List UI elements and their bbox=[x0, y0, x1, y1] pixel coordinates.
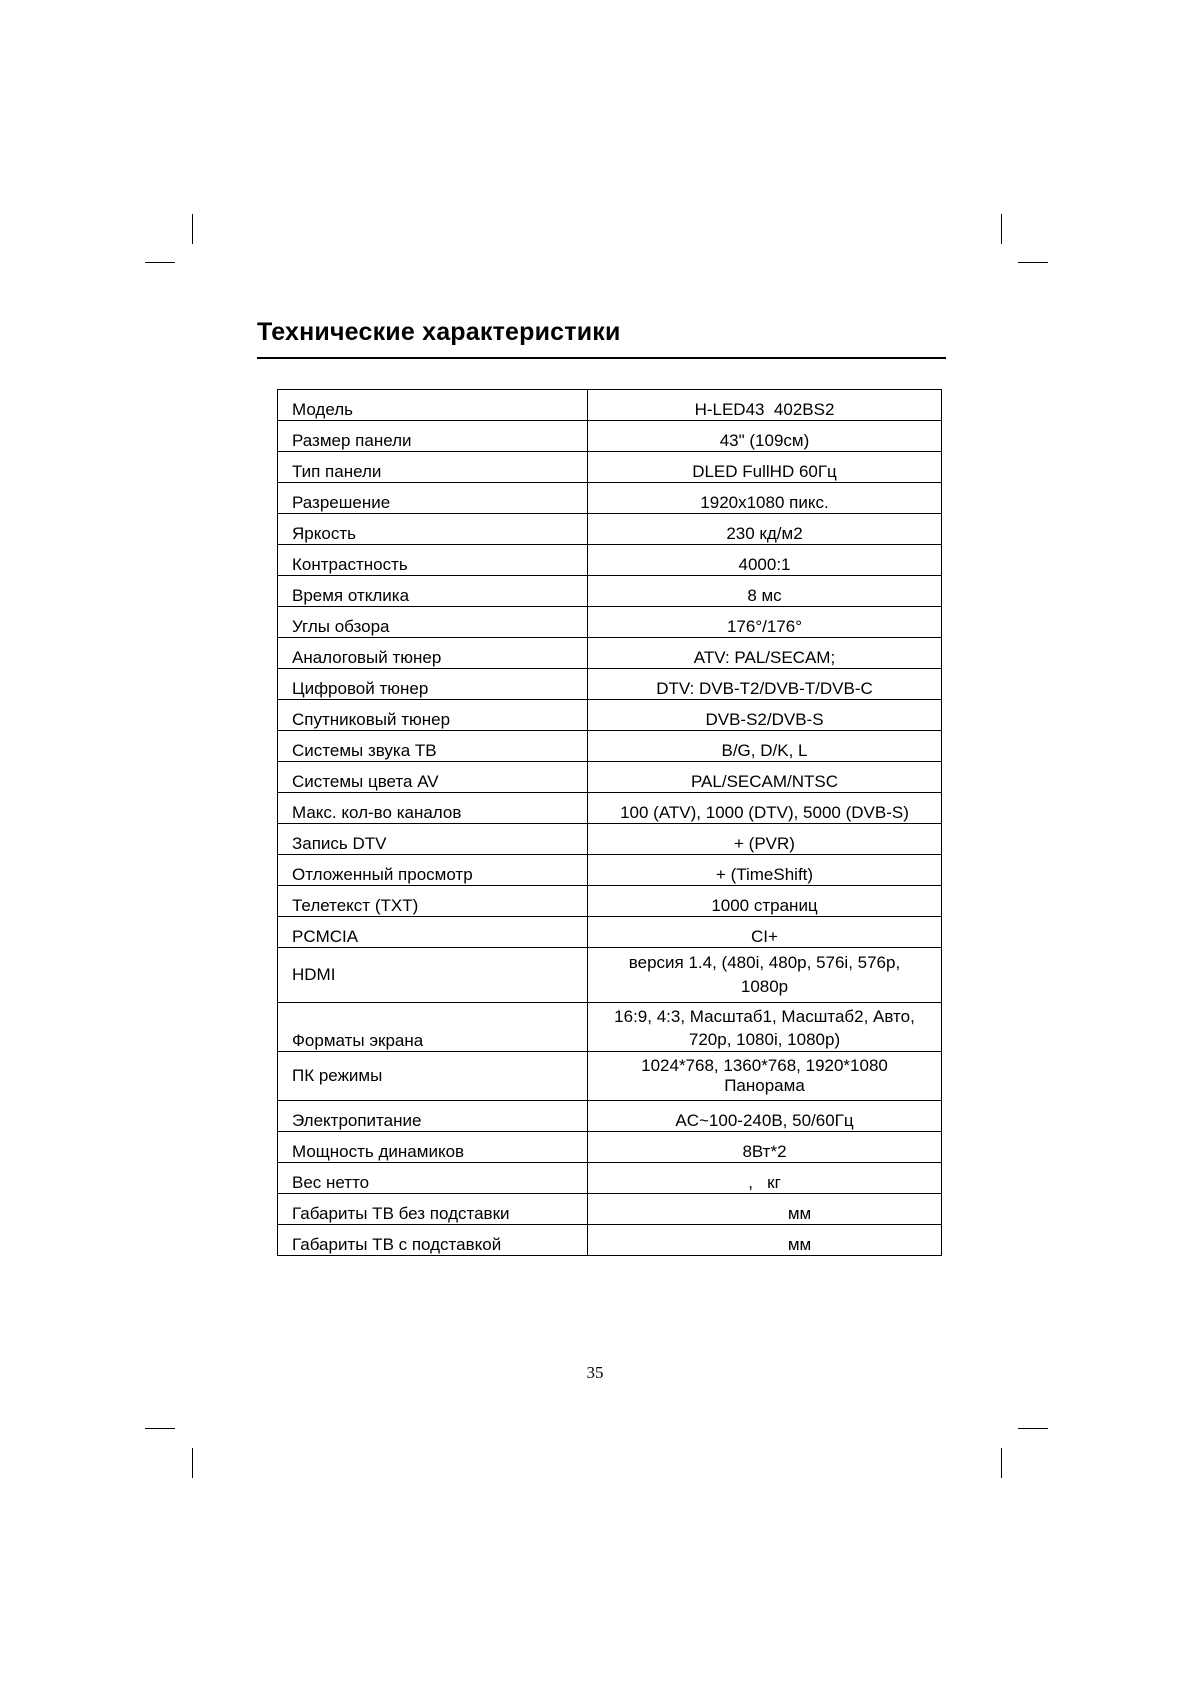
table-row bbox=[278, 452, 942, 483]
spec-label: Макс. кол-во каналов bbox=[278, 793, 588, 824]
spec-value-line: Панорама bbox=[724, 1076, 805, 1095]
spec-value: ATV: PAL/SECAM; bbox=[588, 638, 942, 669]
spec-label: Тип панели bbox=[278, 452, 588, 483]
spec-value: 8 мс bbox=[588, 576, 942, 607]
table-row bbox=[278, 917, 942, 948]
crop-mark bbox=[145, 1428, 175, 1429]
spec-value-text: мм bbox=[787, 1204, 812, 1223]
spec-label: Электропитание bbox=[278, 1101, 588, 1132]
spec-value bbox=[588, 1003, 942, 1052]
page-number: 35 bbox=[586, 1363, 604, 1382]
table-row bbox=[278, 390, 942, 421]
spec-label: Время отклика bbox=[278, 576, 588, 607]
table-row bbox=[278, 638, 942, 669]
table-row bbox=[278, 793, 942, 824]
spec-value-text: мм bbox=[787, 1235, 812, 1254]
spec-value: 1000 страниц bbox=[588, 886, 942, 917]
page-title: Технические характеристики bbox=[257, 318, 621, 346]
spec-label: Системы звука ТВ bbox=[278, 731, 588, 762]
spec-label: Телетекст (TXT) bbox=[278, 886, 588, 917]
spec-value: 100 (ATV), 1000 (DTV), 5000 (DVB-S) bbox=[588, 793, 942, 824]
table-row bbox=[278, 700, 942, 731]
spec-label: Спутниковый тюнер bbox=[278, 700, 588, 731]
table-row bbox=[278, 1194, 942, 1225]
spec-label: PCMCIA bbox=[278, 917, 588, 948]
spec-value: DLED FullHD 60Гц bbox=[588, 452, 942, 483]
spec-value: AC~100-240В, 50/60Гц bbox=[588, 1101, 942, 1132]
spec-label: Запись DTV bbox=[278, 824, 588, 855]
spec-value: H-LED43 402BS2 bbox=[588, 390, 942, 421]
spec-value-line: 720p, 1080i, 1080p) bbox=[688, 1030, 841, 1049]
spec-value: 43" (109см) bbox=[588, 421, 942, 452]
spec-label: Системы цвета AV bbox=[278, 762, 588, 793]
spec-label: Аналоговый тюнер bbox=[278, 638, 588, 669]
table-row bbox=[278, 1101, 942, 1132]
spec-label: Углы обзора bbox=[278, 607, 588, 638]
spec-label: Контрастность bbox=[278, 545, 588, 576]
table-row bbox=[278, 948, 942, 1003]
spec-label: Габариты ТВ без подставки bbox=[278, 1194, 588, 1225]
spec-label: Форматы экрана bbox=[278, 1003, 588, 1052]
spec-label: Отложенный просмотр bbox=[278, 855, 588, 886]
spec-label: Яркость bbox=[278, 514, 588, 545]
spec-value-text: , кг bbox=[748, 1173, 781, 1192]
spec-value-line: 1080p bbox=[740, 977, 789, 996]
spec-value: 4000:1 bbox=[588, 545, 942, 576]
crop-mark bbox=[1001, 1448, 1002, 1478]
spec-value: + (TimeShift) bbox=[588, 855, 942, 886]
crop-mark bbox=[1018, 1428, 1048, 1429]
table-row bbox=[278, 1052, 942, 1101]
table-row bbox=[278, 762, 942, 793]
table-row bbox=[278, 731, 942, 762]
spec-label: Модель bbox=[278, 390, 588, 421]
spec-value: 176°/176° bbox=[588, 607, 942, 638]
crop-mark bbox=[192, 214, 193, 244]
spec-value-line: версия 1.4, (480i, 480p, 576i, 576p, bbox=[628, 953, 901, 972]
table-row bbox=[278, 421, 942, 452]
table-row bbox=[278, 514, 942, 545]
spec-value: B/G, D/K, L bbox=[588, 731, 942, 762]
spec-label: Разрешение bbox=[278, 483, 588, 514]
spec-value: CI+ bbox=[588, 917, 942, 948]
spec-label: HDMI bbox=[278, 948, 588, 1003]
table-row bbox=[278, 1225, 942, 1256]
spec-value: DVB-S2/DVB-S bbox=[588, 700, 942, 731]
table-row bbox=[278, 824, 942, 855]
spec-value bbox=[588, 1163, 942, 1194]
spec-label: Мощность динамиков bbox=[278, 1132, 588, 1163]
table-row bbox=[278, 607, 942, 638]
table-row bbox=[278, 576, 942, 607]
spec-label: ПК режимы bbox=[278, 1052, 588, 1101]
table-row bbox=[278, 1163, 942, 1194]
spec-value: 1920x1080 пикс. bbox=[588, 483, 942, 514]
table-row bbox=[278, 1132, 942, 1163]
spec-label: Цифровой тюнер bbox=[278, 669, 588, 700]
spec-value-line: 16:9, 4:3, Масштаб1, Масштаб2, Авто, bbox=[614, 1007, 915, 1026]
spec-value: DTV: DVB-T2/DVB-T/DVB-C bbox=[588, 669, 942, 700]
crop-mark bbox=[1018, 262, 1048, 263]
spec-value-line: 1024*768, 1360*768, 1920*1080 bbox=[641, 1056, 888, 1075]
spec-label: Вес нетто bbox=[278, 1163, 588, 1194]
spec-label: Габариты ТВ с подставкой bbox=[278, 1225, 588, 1256]
table-row bbox=[278, 483, 942, 514]
specs-table bbox=[277, 389, 942, 1256]
spec-value bbox=[588, 1052, 942, 1101]
spec-value: 8Вт*2 bbox=[588, 1132, 942, 1163]
table-row bbox=[278, 855, 942, 886]
spec-value: + (PVR) bbox=[588, 824, 942, 855]
table-row bbox=[278, 1003, 942, 1052]
title-divider bbox=[257, 357, 946, 359]
table-row bbox=[278, 545, 942, 576]
crop-mark bbox=[192, 1448, 193, 1478]
table-row bbox=[278, 669, 942, 700]
crop-mark bbox=[1001, 214, 1002, 244]
spec-value: 230 кд/м2 bbox=[588, 514, 942, 545]
spec-label: Размер панели bbox=[278, 421, 588, 452]
spec-value bbox=[588, 1225, 942, 1256]
spec-value: PAL/SECAM/NTSC bbox=[588, 762, 942, 793]
crop-mark bbox=[145, 262, 175, 263]
spec-value bbox=[588, 948, 942, 1003]
table-row bbox=[278, 886, 942, 917]
spec-value bbox=[588, 1194, 942, 1225]
